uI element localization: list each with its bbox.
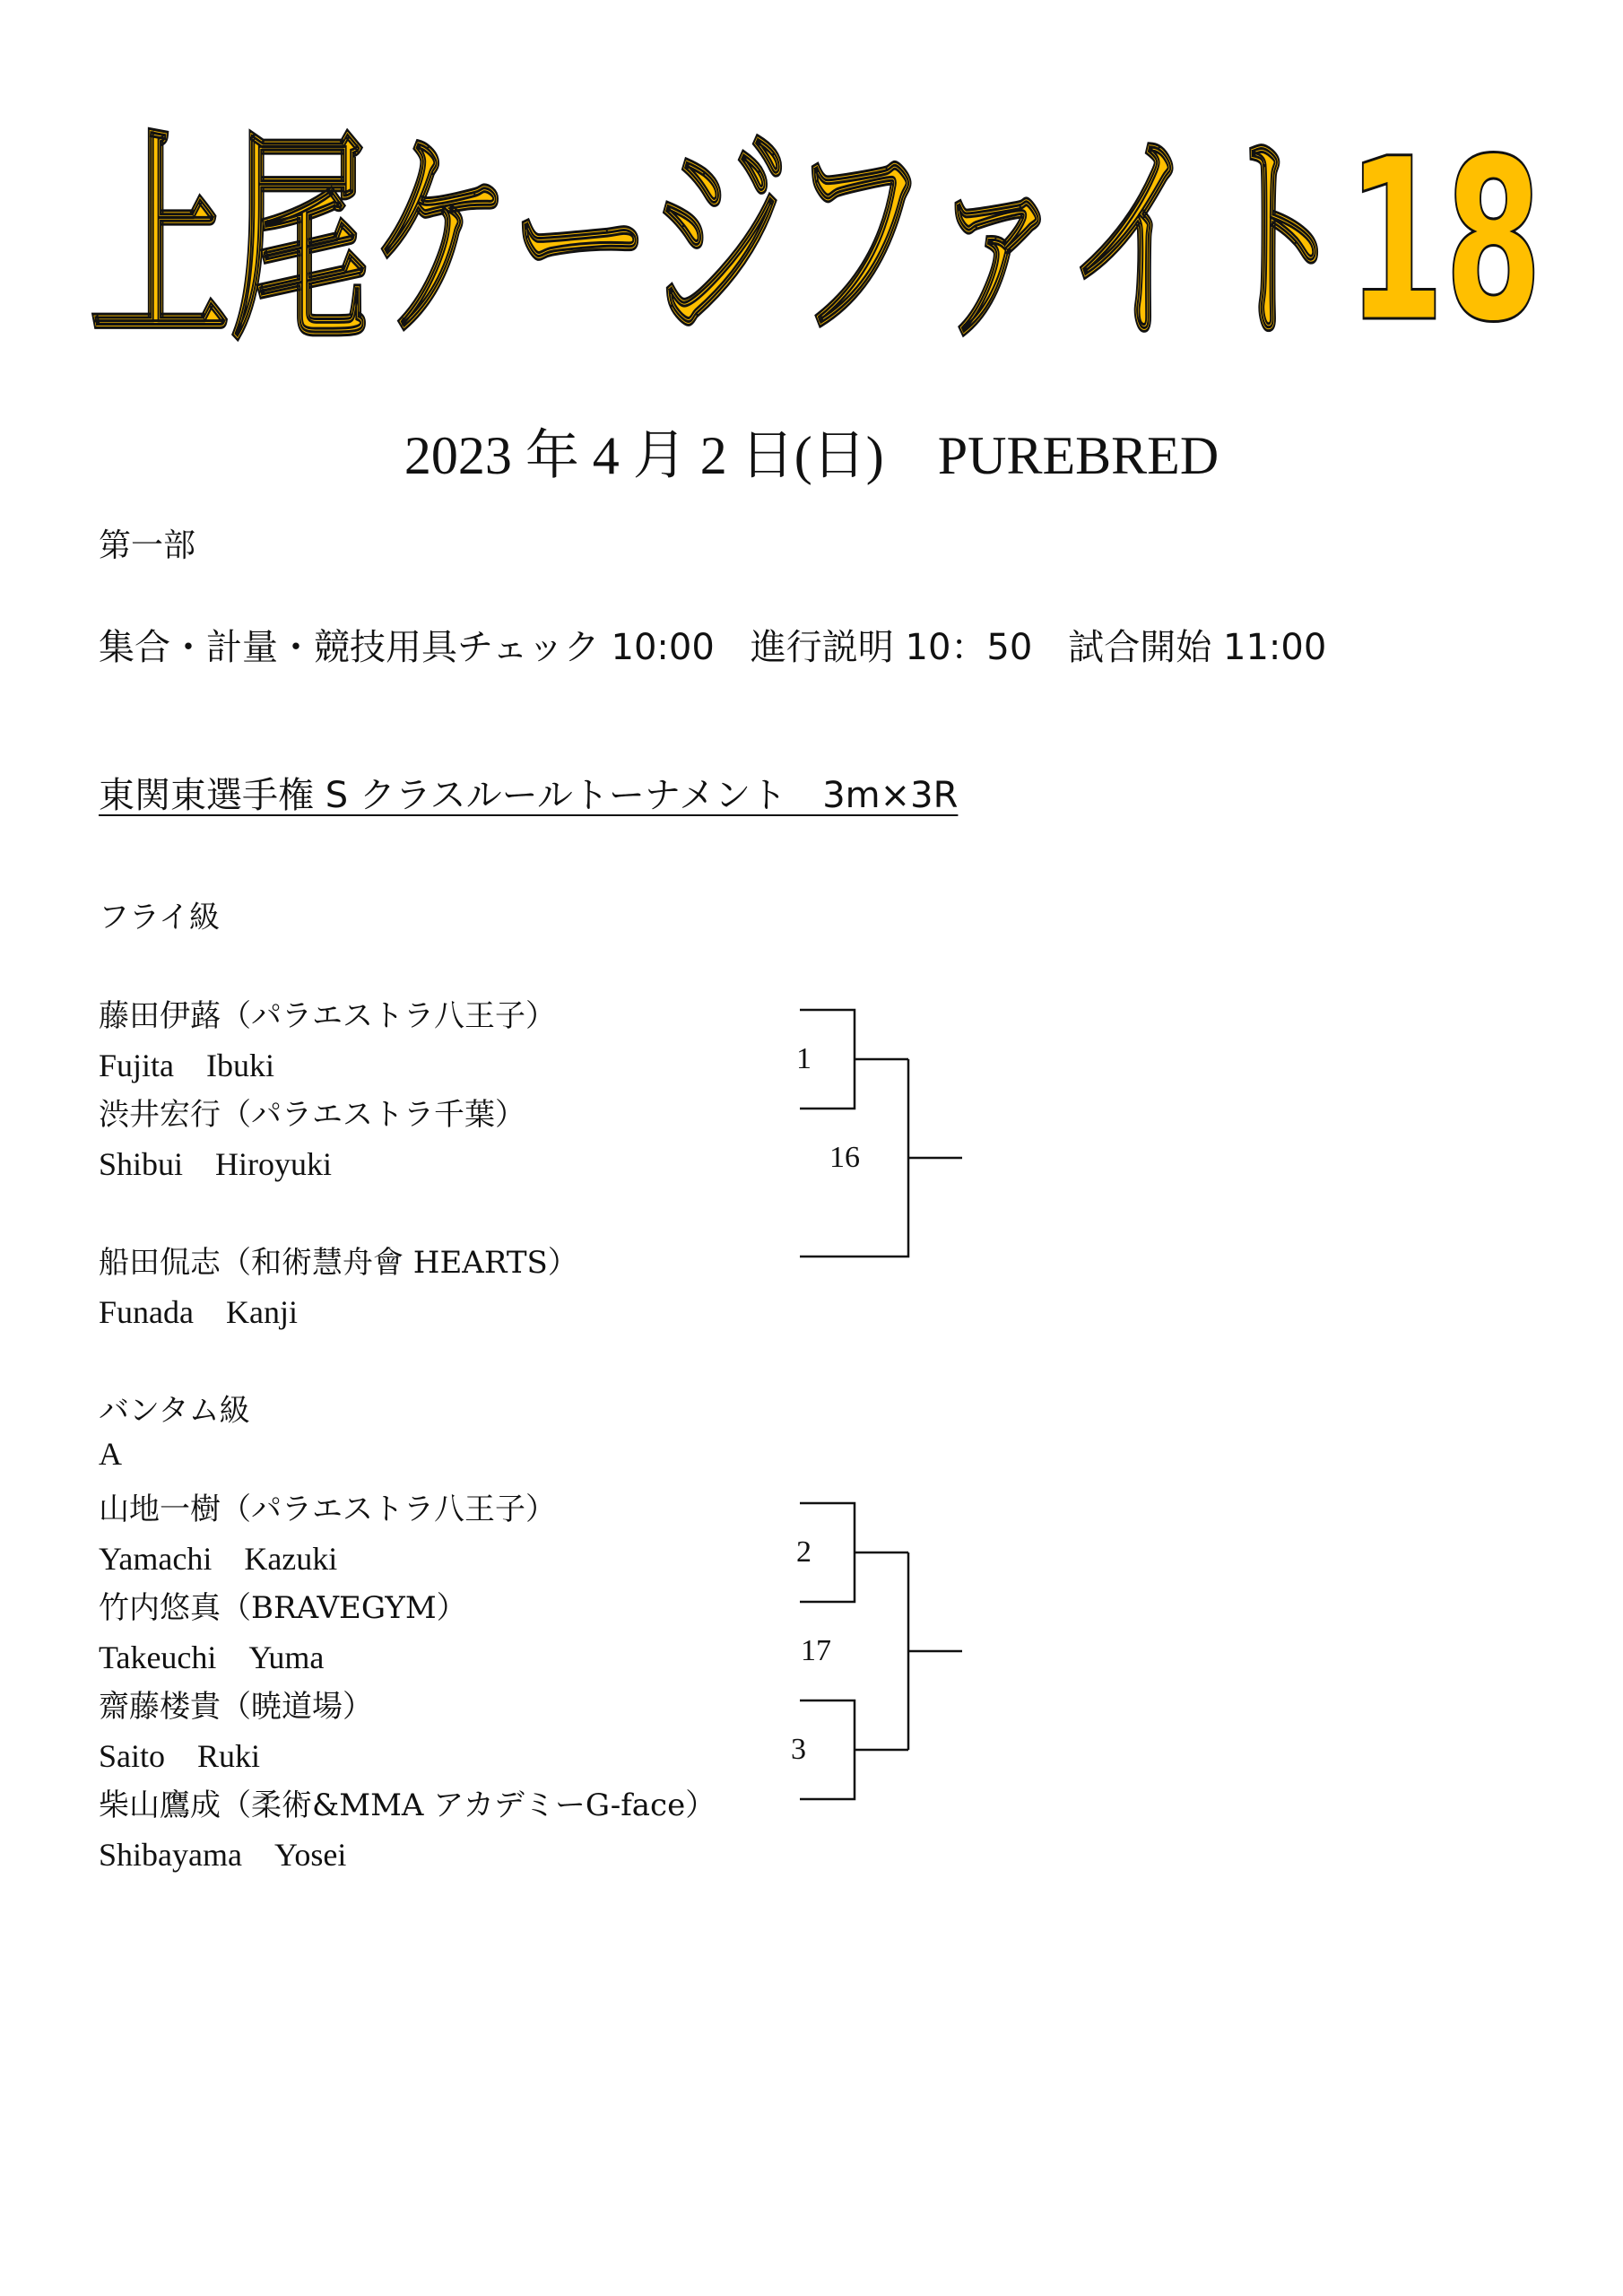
fighter-name-en: Shibui Hiroyuki <box>99 1146 333 1182</box>
event-date-venue: 2023 年 4 月 2 日(日) PUREBRED <box>404 426 1219 485</box>
fighter-name-jp: 齋藤楼貴（暁道場） <box>99 1689 373 1725</box>
fighter-name-jp: 船田侃志（和術慧舟會 HEARTS） <box>99 1245 578 1281</box>
group-label: A <box>99 1436 122 1472</box>
fighter-name-jp: 藤田伊蕗（パラエストラ八王子） <box>99 998 556 1034</box>
schedule-line: 集合・計量・競技用具チェック 10:00 進行説明 10：50 試合開始 11:00 <box>99 627 1327 668</box>
event-title <box>81 99 1551 368</box>
fighter-name-jp: 山地一樹（パラエストラ八王子） <box>99 1492 556 1527</box>
part-heading: 第一部 <box>99 527 196 564</box>
weight-class-flyweight: フライ級 <box>99 900 220 935</box>
bout-number: 1 <box>796 1042 812 1075</box>
fighter-name-jp: 柴山鷹成（柔術&MMA アカデミーG-face） <box>99 1787 716 1823</box>
tournament-title: 東関東選手権 S クラスルールトーナメント 3m×3R <box>99 775 959 816</box>
weight-class-bantamweight: バンタム級 <box>99 1393 250 1429</box>
fighter-name-jp: 竹内悠真（BRAVEGYM） <box>99 1590 467 1626</box>
bout-number: 17 <box>801 1634 831 1667</box>
event-title-text: 上尾ケージファイト18 <box>90 110 1542 368</box>
fighter-name-en: Fujita Ibuki <box>99 1048 274 1083</box>
fighter-name-jp: 渋井宏行（パラエストラ千葉） <box>99 1097 525 1133</box>
bout-number: 2 <box>796 1535 812 1569</box>
fighter-name-en: Saito Ruki <box>99 1738 261 1774</box>
fighter-name-en: Funada Kanji <box>99 1294 298 1330</box>
fighter-name-en: Shibayama Yosei <box>99 1837 347 1873</box>
fighter-name-en: Takeuchi Yuma <box>99 1639 325 1675</box>
bout-number: 3 <box>791 1733 806 1766</box>
bout-number: 16 <box>829 1141 860 1174</box>
fighter-name-en: Yamachi Kazuki <box>99 1541 338 1577</box>
bracket-line <box>800 1700 855 1799</box>
